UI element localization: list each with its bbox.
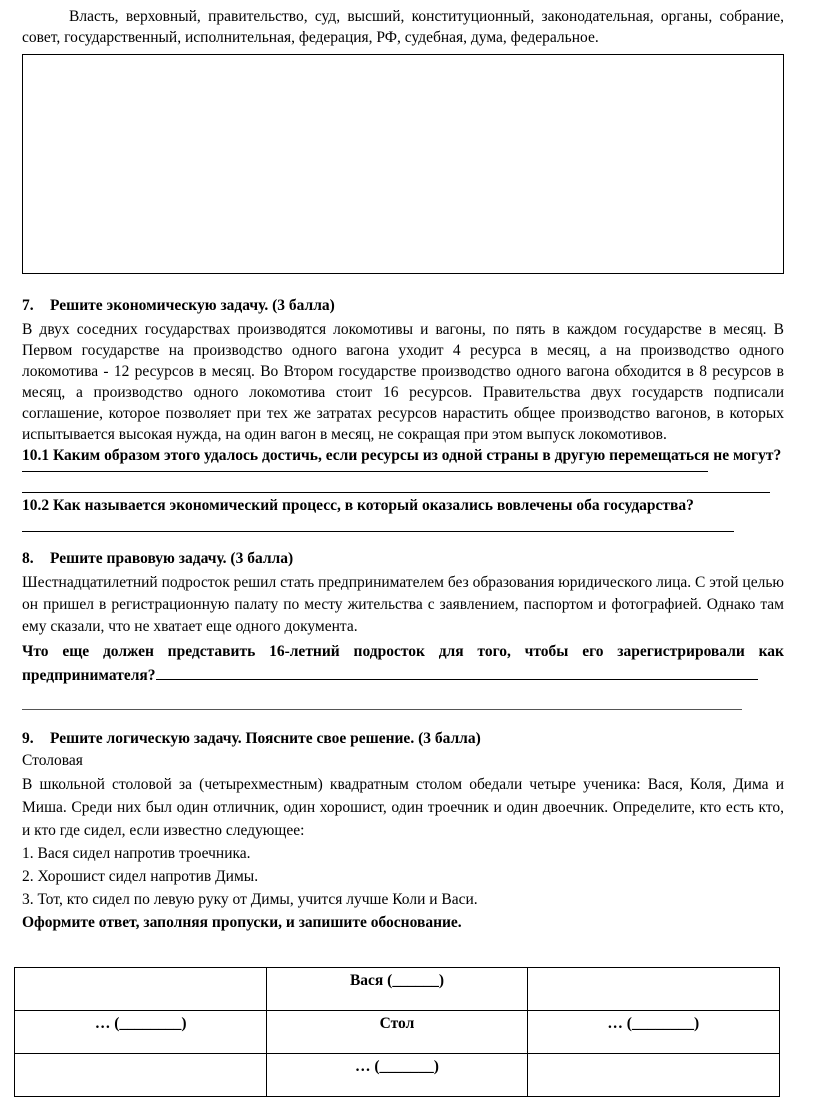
task9-condition-2: 2. Хорошист сидел напротив Димы.	[22, 868, 259, 885]
task6-word-list: Власть, верховный, правительство, суд, высший, конституционный, законодательная, органы, собрание, совет, государственный, исполнительная, федерация, РФ, судебная, дума, федеральное.	[22, 8, 784, 46]
task8-body: Шестнадцатилетний подросток решил стать предпринимателем без образования юридического лица. С этой целью он пришел в регистрационную палату по месту жительства с заявлением, паспортом и фотографией. Однако там ему сказали, что не хватает еще одного документа.	[22, 574, 784, 635]
task8-question-text: Что еще должен представить 16-летний подросток для того, чтобы его зарегистрировали как предпринимателя?	[22, 643, 784, 684]
cell-empty-top-right	[527, 968, 779, 1011]
task9-body: В школьной столовой за (четырехместным) квадратным столом обедали четыре ученика: Вася, Коля, Дима и Миша. Среди них был один отличник, один хорошист, один троечник и один двоечник. Определите, кто есть кто, и кто где сидел, если известно следующее:	[22, 776, 784, 839]
seating-row-middle	[15, 1011, 780, 1054]
cell-empty-bottom-left	[15, 1054, 267, 1097]
task7-heading	[22, 295, 784, 316]
cell-top-seat[interactable]: Вася (______)	[267, 968, 527, 1011]
cell-bottom-seat[interactable]: … (_______)	[267, 1054, 527, 1097]
task8-answer-line[interactable]	[22, 709, 742, 710]
task7-body: В двух соседних государствах производятся локомотивы и вагоны, по пять в каждом государстве в месяц. В Первом государстве на производство одного вагона уходит 4 ресурса в месяц, а на производство одного локомотива - 12 ресурсов в месяц. Во Втором государстве производство одного вагона обходится в 8 ресурсов в месяц, а производство одного локомотива стоит 16 ресурсов. Правительства двух государств подписали соглашение, которое позволяет при тех же затратах ресурсов нарастить общее производство вагонов, в которых испытывается высокая нужда, на один вагон в месяц, не сокращая при этом выпуск локомотивов.	[22, 321, 784, 443]
seating-table	[14, 967, 780, 1097]
task7-heading-text: Решите экономическую задачу. (3 балла)	[50, 297, 335, 314]
cell-empty-top-left	[15, 968, 267, 1011]
task9-heading	[22, 728, 784, 749]
task8-heading-text: Решите правовую задачу. (3 балла)	[50, 550, 294, 567]
task9-instruction: Оформите ответ, заполняя пропуски, и запишите обоснование.	[22, 914, 462, 931]
worksheet-page	[22, 6, 784, 934]
task9-condition-3: 3. Тот, кто сидел по левую руку от Димы, учится лучше Коли и Васи.	[22, 891, 478, 908]
task9-number: 9.	[22, 730, 34, 747]
task8-number: 8.	[22, 550, 34, 567]
cell-empty-bottom-right	[527, 1054, 779, 1097]
task9-heading-text: Решите логическую задачу. Поясните свое решение. (3 балла)	[50, 730, 481, 747]
seating-row-bottom	[15, 1054, 780, 1097]
seating-row-top	[15, 968, 780, 1011]
task8-answer-blank[interactable]	[156, 663, 758, 680]
cell-left-seat[interactable]: … (________)	[15, 1011, 267, 1054]
task9-title: Столовая	[22, 752, 83, 769]
task7-question-1: 10.1 Каким образом этого удалось достичь, если ресурсы из одной страны в другую перемещаться не могут?	[22, 447, 782, 464]
task6-answer-box[interactable]	[22, 54, 784, 274]
task7-question-2: 10.2 Как называется экономический процесс, в который оказались вовлечены оба государства?	[22, 497, 694, 514]
task7-answer-line-1[interactable]	[22, 471, 708, 472]
task8-question	[22, 640, 784, 687]
task7-answer-line-3[interactable]	[22, 531, 734, 532]
task7-number: 7.	[22, 297, 34, 314]
task7-answer-line-2[interactable]	[22, 492, 770, 493]
cell-table-center: Стол	[267, 1011, 527, 1054]
task9-condition-1: 1. Вася сидел напротив троечника.	[22, 845, 251, 862]
task8-heading	[22, 548, 784, 569]
cell-right-seat[interactable]: … (________)	[527, 1011, 779, 1054]
